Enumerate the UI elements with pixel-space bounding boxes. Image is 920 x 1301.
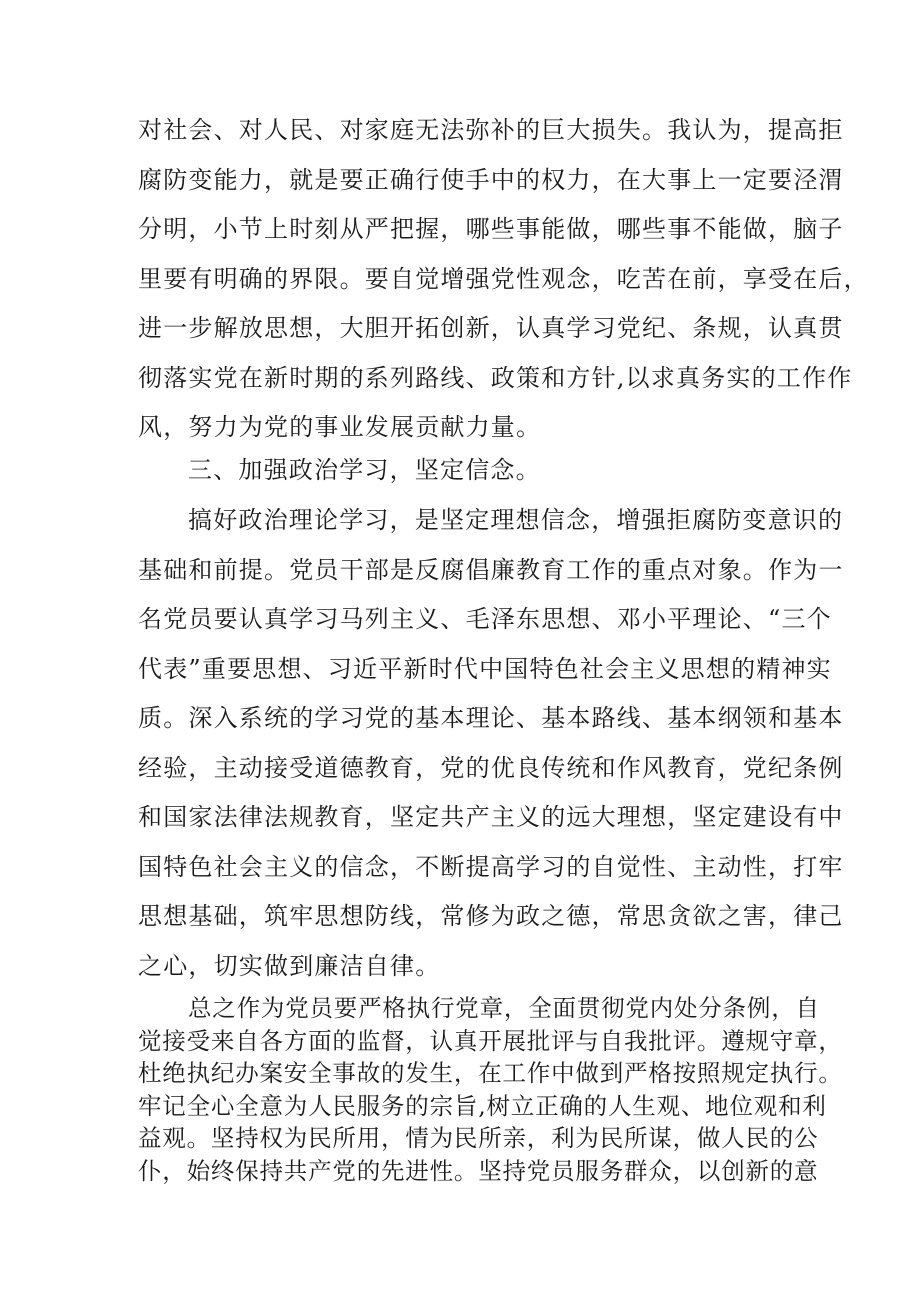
- paragraph-1: [138, 106, 869, 453]
- paragraph-2-line: 搞好政治理论学习，是坚定理想信念，增强拒腐防变意识的: [188, 506, 844, 534]
- paragraph-3-line: 仆，始终保持共产党的先进性。坚持党员服务群众，以创新的意: [138, 1156, 819, 1185]
- paragraph-3-line: 觉接受来自各方面的监督，认真开展批评与自我批评。遵规守章，: [138, 1026, 843, 1055]
- section-heading: [138, 446, 798, 496]
- paragraph-2-line: 基础和前提。党员干部是反腐倡廉教育工作的重点对象。作为一: [138, 555, 844, 584]
- paragraph-1-line: 腐防变能力，就是要正确行使手中的权力，在大事上一定要泾渭: [138, 165, 844, 194]
- paragraph-3: [138, 992, 843, 1187]
- paragraph-2-line: 思想基础，筑牢思想防线，常修为政之德，常思贪欲之害，律己: [138, 902, 844, 930]
- paragraph-2-line: 和国家法律法规教育，坚定共产主义的远大理想，坚定建设有中: [138, 803, 844, 831]
- paragraph-2-line: 名党员要认真学习马列主义、毛泽东思想、邓小平理论、“三个: [138, 605, 832, 633]
- paragraph-2-line: 代表”重要思想、习近平新时代中国特色社会主义思想的精神实: [138, 654, 832, 683]
- paragraph-2: [138, 496, 844, 991]
- paragraph-3-line: 牢记全心全意为人民服务的宗旨,树立正确的人生观、地位观和利: [138, 1091, 827, 1120]
- paragraph-3-line: 总之作为党员要严格执行党章，全面贯彻党内处分条例，自: [188, 994, 820, 1022]
- paragraph-1-line: 分明，小节上时刻从严把握，哪些事能做，哪些事不能做，脑子: [138, 215, 844, 243]
- paragraph-1-line: 彻落实党在新时期的系列路线、政策和方针,以求真务实的工作作: [138, 363, 853, 392]
- paragraph-2-line: 之心，切实做到廉洁自律。: [138, 951, 441, 980]
- paragraph-3-line: 益观。坚持权为民所用，情为民所亲，利为民所谋，做人民的公: [138, 1124, 819, 1152]
- paragraph-1-line: 里要有明确的界限。要自觉增强党性观念，吃苦在前，享受在后，: [138, 264, 869, 293]
- section-heading-text: 三、加强政治学习，坚定信念。: [188, 456, 541, 484]
- paragraph-2-line: 经验，主动接受道德教育，党的优良传统和作风教育，党纪条例: [138, 753, 844, 782]
- paragraph-1-line: 对社会、对人民、对家庭无法弥补的巨大损失。我认为，提高拒: [138, 116, 844, 144]
- paragraph-2-line: 质。深入系统的学习党的基本理论、基本路线、基本纲领和基本: [138, 704, 844, 732]
- paragraph-2-line: 国特色社会主义的信念，不断提高学习的自觉性、主动性，打牢: [138, 852, 844, 881]
- paragraph-1-line: 进一步解放思想，大胆开拓创新，认真学习党纪、条规，认真贯: [138, 314, 844, 342]
- paragraph-3-line: 杜绝执纪办案安全事故的发生，在工作中做到严格按照规定执行。: [138, 1059, 843, 1087]
- paragraph-1-line: 风，努力为党的事业发展贡献力量。: [138, 413, 542, 441]
